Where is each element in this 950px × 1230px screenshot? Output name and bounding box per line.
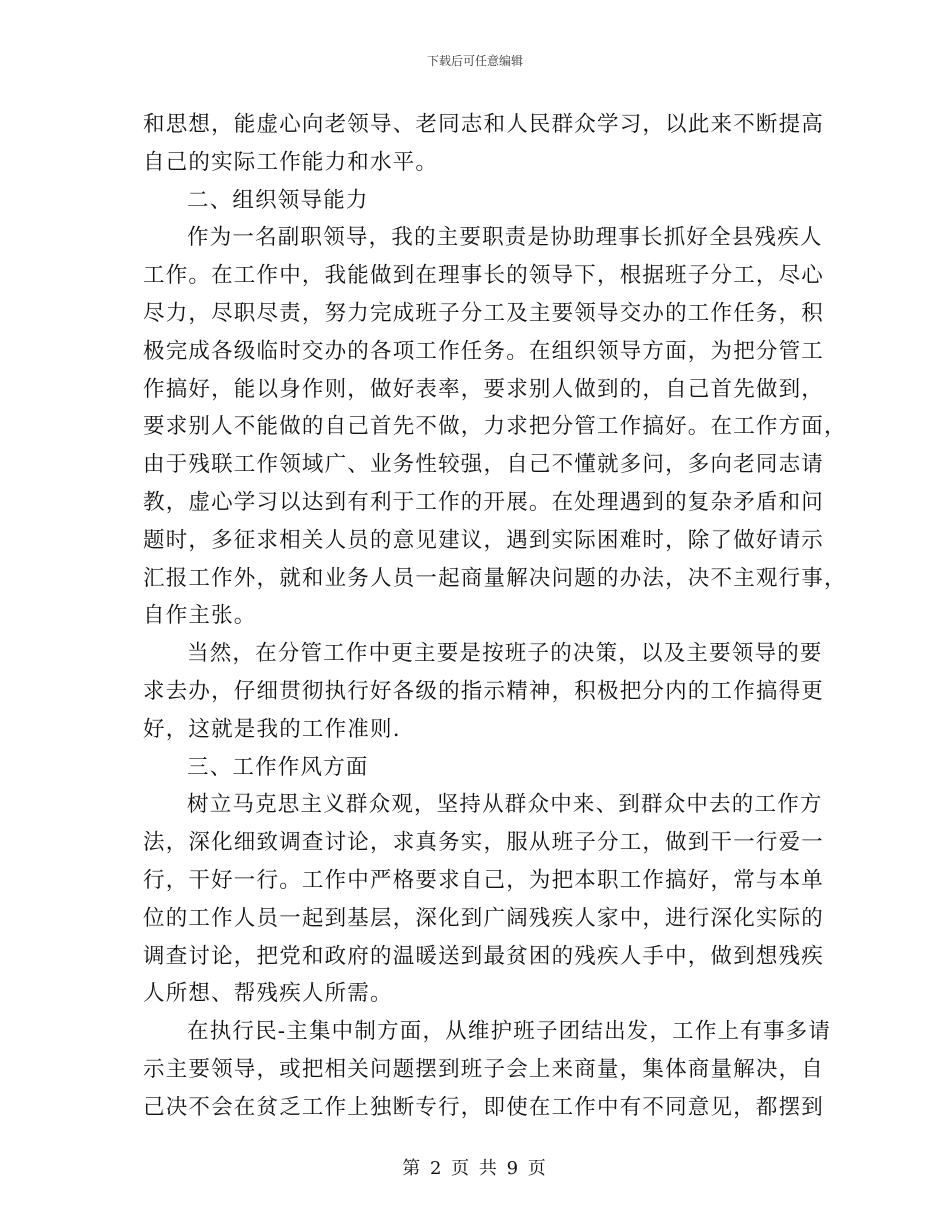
section-heading: 三、工作作风方面	[187, 754, 369, 780]
text-line: 作为一名副职领导，我的主要职责是协助理事长抓好全县残疾人	[187, 225, 823, 251]
text-line: 当然，在分管工作中更主要是按班子的决策，以及主要领导的要	[187, 641, 823, 667]
text-line: 自己的实际工作能力和水平。	[143, 149, 439, 175]
text-line: 教，虚心学习以达到有利于工作的开展。在处理遇到的复杂矛盾和问	[143, 489, 825, 515]
text-line: 示主要领导，或把相关问题摆到班子会上来商量，集体商量解决，自	[143, 1056, 825, 1082]
text-line: 作搞好，能以身作则，做好表率，要求别人做到的，自己首先做到，	[143, 376, 825, 402]
text-line: 尽力，尽职尽责，努力完成班子分工及主要领导交办的工作任务，积	[143, 300, 825, 326]
text-line: 法，深化细致调查讨论，求真务实，服从班子分工，做到干一行爱一	[143, 830, 825, 856]
text-line: 己决不会在贫乏工作上独断专行，即使在工作中有不同意见，都摆到	[143, 1094, 825, 1120]
text-line: 位的工作人员一起到基层，深化到广阔残疾人家中，进行深化实际的	[143, 905, 825, 931]
text-line: 好，这就是我的工作准则.	[143, 716, 401, 742]
page-header: 下载后可任意编辑	[426, 54, 523, 68]
text-line: 行，干好一行。工作中严格要求自己，为把本职工作搞好，常与本单	[143, 867, 825, 893]
section-heading: 二、组织领导能力	[187, 187, 369, 213]
text-line: 人所想、帮残疾人所需。	[143, 981, 393, 1007]
text-line: 求去办，仔细贯彻执行好各级的指示精神，积极把分内的工作搞得更	[143, 678, 825, 704]
document-body	[143, 106, 847, 1127]
text-line: 由于残联工作领域广、业务性较强，自己不懂就多问，多向老同志请	[143, 452, 825, 478]
page-number: 第 2 页 共 9 页	[402, 1158, 548, 1179]
text-line: 汇报工作外，就和业务人员一起商量解决问题的办法，决不主观行事，	[143, 565, 847, 591]
text-line: 工作。在工作中，我能做到在理事长的领导下，根据班子分工，尽心	[143, 263, 825, 289]
text-line: 自作主张。	[143, 603, 257, 629]
text-line: 在执行民-主集中制方面，从维护班子团结出发，工作上有事多请	[187, 1019, 832, 1045]
text-line: 和思想，能虚心向老领导、老同志和人民群众学习，以此来不断提高	[143, 112, 825, 137]
text-line: 树立马克思主义群众观，坚持从群众中来、到群众中去的工作方	[187, 792, 823, 818]
text-line: 题时，多征求相关人员的意见建议，遇到实际困难时，除了做好请示	[143, 527, 825, 553]
text-line: 调查讨论，把党和政府的温暖送到最贫困的残疾人手中，做到想残疾	[143, 943, 825, 969]
text-line: 极完成各级临时交办的各项工作任务。在组织领导方面，为把分管工	[143, 338, 825, 364]
text-line: 要求别人不能做的自己首先不做，力求把分管工作搞好。在工作方面，	[143, 414, 847, 440]
